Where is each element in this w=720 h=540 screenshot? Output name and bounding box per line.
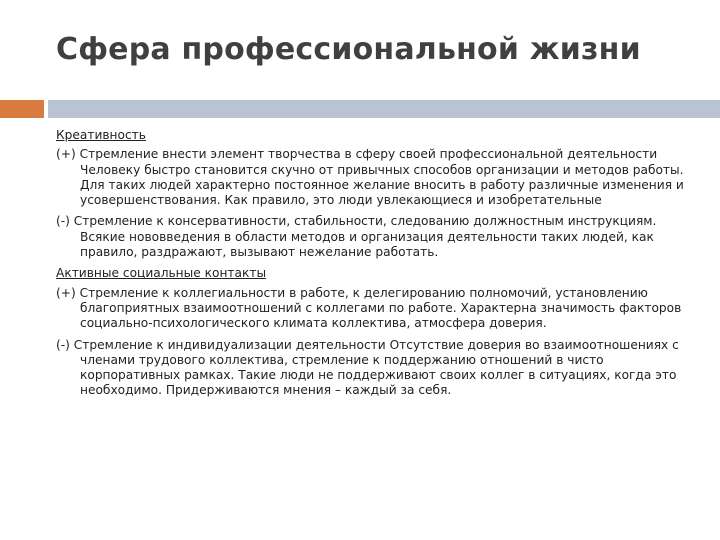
creativity-minus-paragraph: (-) Стремление к консервативности, стабильности, следованию должностным инструкциям. Всякие нововведения в области методов и организация деятельности таких людей, как правило, раздражают, вызывают нежелание работать. xyxy=(56,214,657,260)
creativity-plus-paragraph: (+) Стремление внести элемент творчества в сферу своей профессиональной деятельности Человеку быстро становится скучно от привычных способов организации и методов работы. Для таких людей характерно постоянное желание вносить в работу различные изменения и усовершенствования. Как правило, это люди увлекающиеся и изобретательные xyxy=(56,147,684,208)
header-divider xyxy=(48,100,720,118)
slide-body xyxy=(56,128,692,405)
social-plus-paragraph: (+) Стремление к коллегиальности в работе, к делегированию полномочий, установлению благоприятных взаимоотношений с коллегами по работе. Характерна значимость факторов социально-психологического климата коллектива, атмосфера доверия. xyxy=(56,285,682,331)
social-minus-paragraph: (-) Стремление к индивидуализации деятельности Отсутствие доверия во взаимоотношениях с членами трудового коллектива, стремление к поддержанию отношений в чисто корпоративных рамках. Такие люди не поддерживают своих коллег в ситуациях, когда это необходимо. Придерживаются мнения – каждый за себя. xyxy=(56,337,679,398)
section-heading-social-contacts: Активные социальные контакты xyxy=(56,266,267,281)
accent-divider xyxy=(0,100,44,118)
slide-title: Сфера профессиональной жизни xyxy=(56,32,641,67)
section-heading-creativity: Креативность xyxy=(56,128,146,142)
